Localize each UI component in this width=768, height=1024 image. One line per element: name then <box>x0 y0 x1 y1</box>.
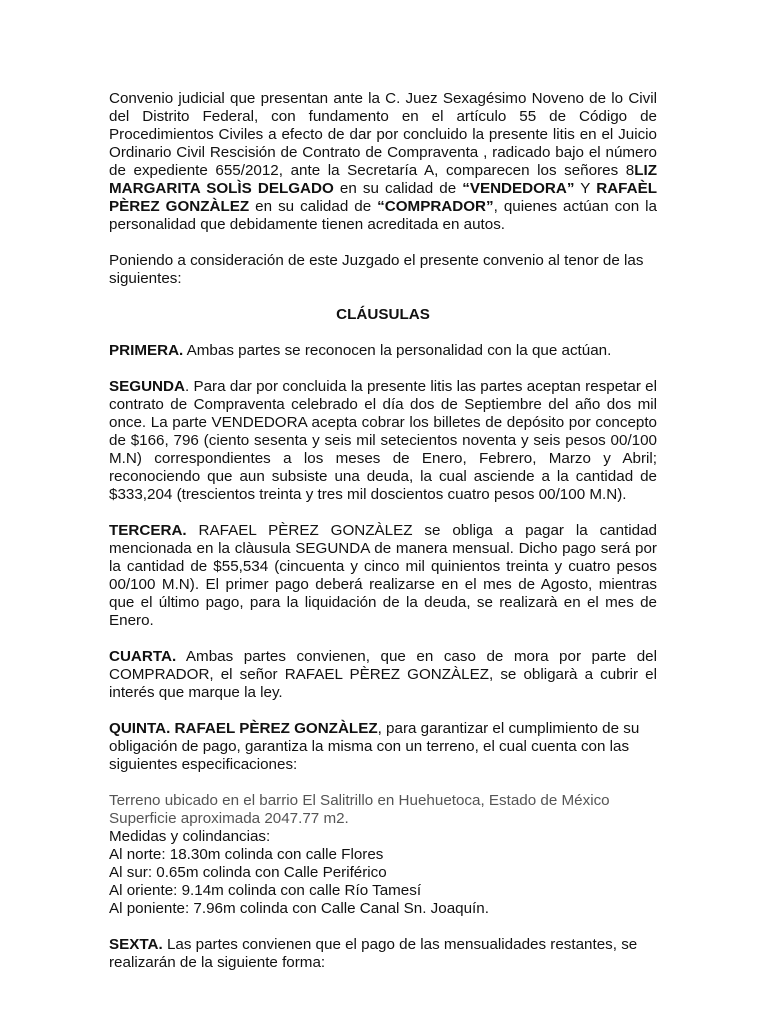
clause-cuarta-text: Ambas partes convienen, que en caso de mora por parte del COMPRADOR, el señor RAFAEL PÈREZ GONZÀLEZ, se obligarà a cubrir el interés que marque la ley. <box>109 648 657 701</box>
boundary-west: Al poniente: 7.96m colinda con Calle Canal Sn. Joaquín. <box>109 900 489 917</box>
clause-primera-text: Ambas partes se reconocen la personalidad con la que actúan. <box>183 342 612 359</box>
clause-primera-label: PRIMERA. <box>109 342 184 359</box>
clause-sexta <box>109 936 657 972</box>
clauses-heading <box>109 306 657 324</box>
clause-sexta-text: Las partes convienen que el pago de las mensualidades restantes, se realizarán de la siguiente forma: <box>109 936 638 971</box>
intro-text-4: en su calidad de <box>249 198 378 215</box>
boundaries-title: Medidas y colindancias: <box>109 828 271 845</box>
clause-primera <box>109 342 657 360</box>
buyer-name: RAFAÈL PÈREZ GONZÀLEZ <box>109 180 657 215</box>
boundary-north: Al norte: 18.30m colinda con calle Flores <box>109 846 384 863</box>
clause-quinta <box>109 720 657 774</box>
clause-tercera <box>109 522 657 630</box>
consideration-paragraph: Poniendo a consideración de este Juzgado el presente convenio al tenor de las siguientes: <box>109 252 644 287</box>
intro-text-1: Convenio judicial que presentan ante la C. Juez Sexagésimo Noveno de lo Civil del Distrito Federal, con fundamento en el artículo 55 de Código de Procedimientos Civiles a efecto de dar por concluido la presente litis en el Juicio Ordinario Civil Rescisión de Contrato de Compraventa , radicado bajo el número de expediente 655/2012, ante la Secretaría A, comparecen los señores 8 <box>109 90 657 179</box>
boundary-south: Al sur: 0.65m colinda con Calle Periférico <box>109 864 387 881</box>
clause-cuarta <box>109 648 657 702</box>
intro-text-5: , quienes actúan con la personalidad que debidamente tienen acreditada en autos. <box>109 198 657 233</box>
clause-quinta-text: , para garantizar el cumplimiento de su obligación de pago, garantiza la misma con un terreno, el cual cuenta con las siguientes especificaciones: <box>109 720 640 773</box>
seller-name: LIZ MARGARITA SOLÌS DELGADO <box>109 162 657 197</box>
document-body <box>109 90 657 972</box>
clause-sexta-label: SEXTA. <box>109 936 163 953</box>
clause-segunda <box>109 378 657 504</box>
intro-paragraph <box>109 90 657 234</box>
land-location: Terreno ubicado en el barrio El Salitrillo en Huehuetoca, Estado de México <box>109 792 610 809</box>
boundary-east: Al oriente: 9.14m colinda con calle Río Tamesí <box>109 882 422 899</box>
seller-role: “VENDEDORA” <box>462 180 575 197</box>
clause-tercera-label: TERCERA. <box>109 522 187 539</box>
clause-segunda-label: SEGUNDA <box>109 378 185 395</box>
intro-text-3: Y <box>574 180 597 197</box>
intro-text-2: en su calidad de <box>333 180 463 197</box>
clause-segunda-text: . Para dar por concluida la presente litis las partes aceptan respetar el contrato de Compraventa celebrado el día dos de Septiembre del año dos mil once. La parte VENDEDORA acepta cobrar los billetes de depósito por concepto de $166, 796 (ciento sesenta y seis mil setecientos noventa y seis pesos 00/100 M.N) correspondientes a los meses de Enero, Febrero, Marzo y Abril; reconociendo que aun subsiste una deuda, la cual asciende a la cantidad de $333,204 (trescientos treinta y tres mil doscientos cuatro pesos 00/100 M.N). <box>109 378 657 503</box>
clauses-heading-text: CLÁUSULAS <box>336 306 430 323</box>
clause-cuarta-label: CUARTA. <box>109 648 177 665</box>
land-area: Superficie aproximada 2047.77 m2. <box>109 810 349 827</box>
clause-quinta-label: QUINTA. RAFAEL PÈREZ GONZÀLEZ <box>109 720 378 737</box>
buyer-role: “COMPRADOR” <box>377 198 494 215</box>
land-specification <box>109 792 657 918</box>
clause-tercera-text: RAFAEL PÈREZ GONZÀLEZ se obliga a pagar la cantidad mencionada en la clàusula SEGUNDA de manera mensual. Dicho pago será por la cantidad de $55,534 (cincuenta y cinco mil quinientos treinta y cuatro pesos 00/100 M.N). El primer pago deberá realizarse en el mes de Agosto, mientras que el último pago, para la liquidación de la deuda, se realizarà en el mes de Enero. <box>109 522 657 629</box>
